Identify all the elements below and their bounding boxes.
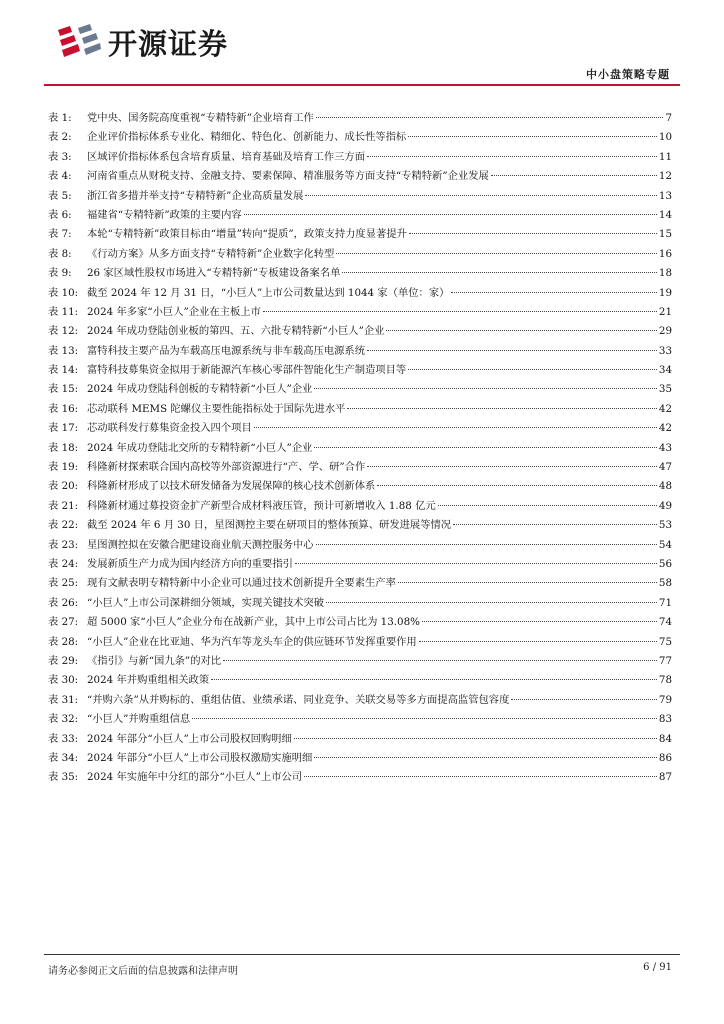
toc-dot-leader: [244, 214, 657, 215]
toc-entry-page: 78: [658, 674, 672, 687]
toc-entry[interactable]: [48, 284, 672, 303]
toc-entry-page: 29: [658, 325, 672, 338]
toc-entry-page: 42: [658, 402, 672, 415]
toc-dot-leader: [254, 427, 657, 428]
toc-dot-leader: [453, 524, 657, 525]
toc-entry-title: “小巨人”上市公司深耕细分领域，实现关键技术突破: [87, 596, 325, 609]
toc-entry-title: 企业评价指标体系专业化、精细化、特色化、创新能力、成长性等指标: [87, 131, 407, 144]
toc-entry[interactable]: [48, 206, 672, 225]
toc-entry[interactable]: [48, 652, 672, 671]
toc-dot-leader: [367, 156, 657, 157]
toc-entry-title: 《行动方案》从多方面支持“专精特新”企业数字化转型: [87, 247, 335, 260]
toc-entry[interactable]: [48, 148, 672, 167]
toc-entry-title: 2024 年实施年中分红的部分“小巨人”上市公司: [87, 771, 303, 784]
toc-dot-leader: [367, 350, 657, 351]
toc-dot-leader: [263, 311, 657, 312]
toc-entry-page: 87: [658, 771, 672, 784]
toc-entry-number: 表 11:: [48, 305, 79, 318]
toc-entry-page: 84: [658, 732, 672, 745]
toc-entry-page: 56: [658, 557, 672, 570]
toc-entry-page: 33: [658, 344, 672, 357]
toc-entry-page: 53: [658, 519, 672, 532]
toc-entry-title: 科隆新材通过募投资金扩产新型合成材料液压管，预计可新增收入 1.88 亿元: [87, 499, 436, 512]
toc-dot-leader: [192, 718, 657, 719]
toc-entry-number: 表 29:: [48, 654, 79, 667]
toc-entry-number: 表 4:: [48, 170, 72, 183]
toc-dot-leader: [316, 544, 657, 545]
toc-dot-leader: [511, 699, 656, 700]
toc-entry-title: 截至 2024 年 12 月 31 日，“小巨人”上市公司数量达到 1044 家（单位：家）: [87, 286, 450, 299]
footer-divider: [44, 954, 680, 955]
toc-dot-leader: [398, 582, 657, 583]
toc-dot-leader: [314, 757, 657, 758]
toc-dot-leader: [408, 136, 657, 137]
toc-dot-leader: [386, 330, 656, 331]
toc-entry[interactable]: [48, 167, 672, 186]
toc-entry[interactable]: [48, 710, 672, 729]
toc-entry-number: 表 6:: [48, 208, 72, 221]
toc-entry-page: 21: [658, 305, 672, 318]
toc-entry[interactable]: [48, 477, 672, 496]
toc-entry-title: 浙江省多措并举支持“专精特新”企业高质量发展: [87, 189, 304, 202]
toc-entry-page: 12: [658, 170, 672, 183]
toc-entry[interactable]: [48, 458, 672, 477]
toc-entry-page: 83: [658, 713, 672, 726]
toc-entry-title: 发展新质生产力成为国内经济方向的重要指引: [87, 557, 293, 570]
toc-entry-title: “小巨人”企业在比亚迪、华为汽车等龙头车企的供应链环节发挥重要作用: [87, 635, 417, 648]
toc-dot-leader: [305, 195, 656, 196]
toc-entry[interactable]: [48, 749, 672, 768]
toc-entry-number: 表 21:: [48, 499, 79, 512]
toc-entry-page: 15: [658, 228, 672, 241]
toc-entry-title: “小巨人”并购重组信息: [87, 713, 191, 726]
toc-entry-page: 79: [658, 693, 672, 706]
toc-entry-title: 2024 年成功登陆科创板的专精特新“小巨人”企业: [87, 383, 313, 396]
toc-dot-leader: [422, 621, 657, 622]
toc-entry[interactable]: [48, 322, 672, 341]
header-divider: [44, 84, 680, 86]
document-type-label: 中小盘策略专题: [586, 68, 670, 81]
toc-entry[interactable]: [48, 225, 672, 244]
toc-entry[interactable]: [48, 555, 672, 574]
toc-entry-number: 表 3:: [48, 150, 72, 163]
toc-entry-title: 超 5000 家“小巨人”企业分布在战新产业，其中上市公司占比为 13.08%: [87, 616, 420, 629]
toc-dot-leader: [438, 505, 657, 506]
toc-dot-leader: [347, 408, 656, 409]
toc-entry-title: 本轮“专精特新”政策目标由“增量”转向“提质”，政策支持力度显著提升: [87, 228, 407, 241]
toc-entry-title: 芯动联科发行募集资金投入四个项目: [87, 422, 252, 435]
toc-dot-leader: [326, 602, 657, 603]
toc-entry[interactable]: [48, 439, 672, 458]
toc-entry-page: 54: [658, 538, 672, 551]
toc-entry[interactable]: [48, 594, 672, 613]
toc-entry-number: 表 9:: [48, 267, 72, 280]
toc-entry-page: 75: [658, 635, 672, 648]
toc-entry-title: 2024 年成功登陆北交所的专精特新“小巨人”企业: [87, 441, 313, 454]
toc-entry-page: 43: [658, 441, 672, 454]
toc-entry[interactable]: [48, 400, 672, 419]
toc-entry-number: 表 2:: [48, 131, 72, 144]
toc-entry-number: 表 18:: [48, 441, 79, 454]
toc-entry-title: 区域评价指标体系包含培育质量、培育基础及培育工作三方面: [87, 150, 366, 163]
toc-entry-number: 表 10:: [48, 286, 79, 299]
toc-entry-number: 表 12:: [48, 325, 79, 338]
toc-dot-leader: [304, 776, 657, 777]
toc-entry-number: 表 28:: [48, 635, 79, 648]
toc-dot-leader: [451, 292, 656, 293]
toc-entry-number: 表 17:: [48, 422, 79, 435]
toc-entry-title: 科隆新材形成了以技术研发储备为发展保障的核心技术创新体系: [87, 480, 376, 493]
toc-entry[interactable]: [48, 671, 672, 690]
toc-dot-leader: [316, 117, 664, 118]
toc-entry-title: “并购六条”从并购标的、重组估值、业绩承诺、同业竞争、关联交易等多方面提高监管包容度: [87, 693, 510, 706]
toc-entry-page: 71: [658, 596, 672, 609]
toc-dot-leader: [491, 175, 657, 176]
toc-entry-page: 11: [658, 150, 672, 163]
toc-entry-page: 48: [658, 480, 672, 493]
toc-dot-leader: [377, 485, 657, 486]
toc-dot-leader: [408, 369, 657, 370]
toc-entry-page: 14: [658, 208, 672, 221]
toc-entry-number: 表 7:: [48, 228, 72, 241]
toc-entry-page: 10: [658, 131, 672, 144]
toc-entry-title: 党中央、国务院高度重视“专精特新”企业培育工作: [87, 112, 314, 124]
toc-entry-title: 现有文献表明专精特新中小企业可以通过技术创新提升全要素生产率: [87, 577, 396, 590]
company-logo: [54, 24, 228, 64]
toc-entry-title: 2024 年部分“小巨人”上市公司股权激励实施明细: [87, 751, 313, 764]
toc-dot-leader: [409, 233, 657, 234]
toc-entry-number: 表 20:: [48, 480, 79, 493]
toc-entry-title: 2024 年多家“小巨人”企业在主板上市: [87, 305, 261, 318]
toc-entry[interactable]: [48, 613, 672, 632]
toc-entry-page: 86: [658, 751, 672, 764]
toc-dot-leader: [342, 272, 656, 273]
toc-entry[interactable]: [48, 361, 672, 380]
table-of-tables: [48, 109, 672, 788]
toc-entry[interactable]: [48, 768, 672, 787]
toc-entry-title: 2024 年部分“小巨人”上市公司股权回购明细: [87, 732, 292, 745]
toc-entry-number: 表 13:: [48, 344, 79, 357]
toc-entry-page: 42: [658, 422, 672, 435]
logo-mark-icon: [54, 24, 102, 64]
toc-entry[interactable]: [48, 536, 672, 555]
toc-entry[interactable]: [48, 187, 672, 206]
toc-entry[interactable]: [48, 633, 672, 652]
toc-entry[interactable]: [48, 264, 672, 283]
toc-entry-number: 表 34:: [48, 751, 79, 764]
toc-entry-number: 表 33:: [48, 732, 79, 745]
logo-text: 开源证券: [108, 27, 229, 61]
toc-entry[interactable]: [48, 691, 672, 710]
toc-entry-page: 77: [658, 654, 672, 667]
toc-dot-leader: [419, 641, 657, 642]
toc-dot-leader: [211, 679, 657, 680]
toc-entry-title: 截至 2024 年 6 月 30 日，星图测控主要在研项目的整体预算、研发进展等情况: [87, 519, 452, 532]
toc-entry-title: 科隆新材探索联合国内高校等外部资源进行“产、学、研”合作: [87, 461, 366, 474]
toc-entry-title: 2024 年成功登陆创业板的第四、五、六批专精特新“小巨人”企业: [87, 325, 385, 338]
toc-dot-leader: [314, 388, 657, 389]
toc-entry-title: 河南省重点从财税支持、金融支持、要素保障、精准服务等方面支持“专精特新”企业发展: [87, 170, 489, 183]
toc-entry-page: 18: [658, 267, 672, 280]
toc-entry[interactable]: [48, 419, 672, 438]
toc-entry[interactable]: [48, 516, 672, 535]
toc-entry-page: 19: [658, 286, 672, 299]
toc-entry-title: 福建省“专精特新”政策的主要内容: [87, 208, 242, 221]
toc-entry-page: 58: [658, 577, 672, 590]
toc-entry-title: 星图测控拟在安徽合肥建设商业航天测控服务中心: [87, 538, 314, 551]
toc-entry-title: 富特科技主要产品为车载高压电源系统与非车载高压电源系统: [87, 344, 366, 357]
toc-entry[interactable]: [48, 245, 672, 264]
toc-entry-number: 表 24:: [48, 557, 79, 570]
toc-dot-leader: [294, 738, 657, 739]
toc-entry[interactable]: [48, 380, 672, 399]
toc-entry-number: 表 14:: [48, 364, 79, 377]
toc-dot-leader: [295, 563, 657, 564]
toc-entry-number: 表 32:: [48, 713, 79, 726]
toc-entry-page: 35: [658, 383, 672, 396]
toc-entry[interactable]: [48, 730, 672, 749]
toc-entry-title: 芯动联科 MEMS 陀螺仪主要性能指标处于国际先进水平: [87, 402, 346, 415]
toc-entry[interactable]: [48, 303, 672, 322]
toc-entry-page: 34: [658, 364, 672, 377]
toc-entry-number: 表 5:: [48, 189, 72, 202]
toc-dot-leader: [336, 253, 657, 254]
toc-entry-number: 表 27:: [48, 616, 79, 629]
toc-entry-number: 表 8:: [48, 247, 72, 260]
toc-entry-number: 表 26:: [48, 596, 79, 609]
toc-entry-number: 表 1:: [48, 112, 72, 124]
toc-entry[interactable]: [48, 574, 672, 593]
toc-entry[interactable]: [48, 128, 672, 147]
toc-entry-number: 表 23:: [48, 538, 79, 551]
disclaimer-note: 请务必参阅正文后面的信息披露和法律声明: [48, 966, 238, 977]
toc-entry-number: 表 22:: [48, 519, 79, 532]
toc-entry[interactable]: [48, 342, 672, 361]
toc-entry-page: 16: [658, 247, 672, 260]
toc-entry-number: 表 15:: [48, 383, 79, 396]
toc-entry-page: 47: [658, 461, 672, 474]
toc-entry-page: 74: [658, 616, 672, 629]
toc-entry-title: 26 家区域性股权市场进入“专精特新”专板建设备案名单: [87, 267, 341, 280]
toc-entry-page: 13: [658, 189, 672, 202]
toc-entry-page: 49: [658, 499, 672, 512]
toc-dot-leader: [367, 466, 657, 467]
toc-entry-number: 表 30:: [48, 674, 79, 687]
toc-dot-leader: [223, 660, 657, 661]
toc-entry[interactable]: [48, 109, 672, 128]
toc-entry-number: 表 35:: [48, 771, 79, 784]
toc-entry-number: 表 16:: [48, 402, 79, 415]
toc-entry-number: 表 31:: [48, 693, 79, 706]
toc-entry-title: 2024 年并购重组相关政策: [87, 674, 210, 687]
toc-entry-page: 7: [665, 112, 672, 124]
toc-entry-title: 富特科技募集资金拟用于新能源汽车核心零部件智能化生产制造项目等: [87, 364, 407, 377]
toc-entry-title: 《指引》与新“国九条”的对比: [87, 654, 222, 667]
toc-entry-number: 表 25:: [48, 577, 79, 590]
toc-entry[interactable]: [48, 497, 672, 516]
toc-dot-leader: [314, 447, 657, 448]
page-number: 6 / 91: [643, 962, 672, 973]
toc-entry-number: 表 19:: [48, 461, 79, 474]
